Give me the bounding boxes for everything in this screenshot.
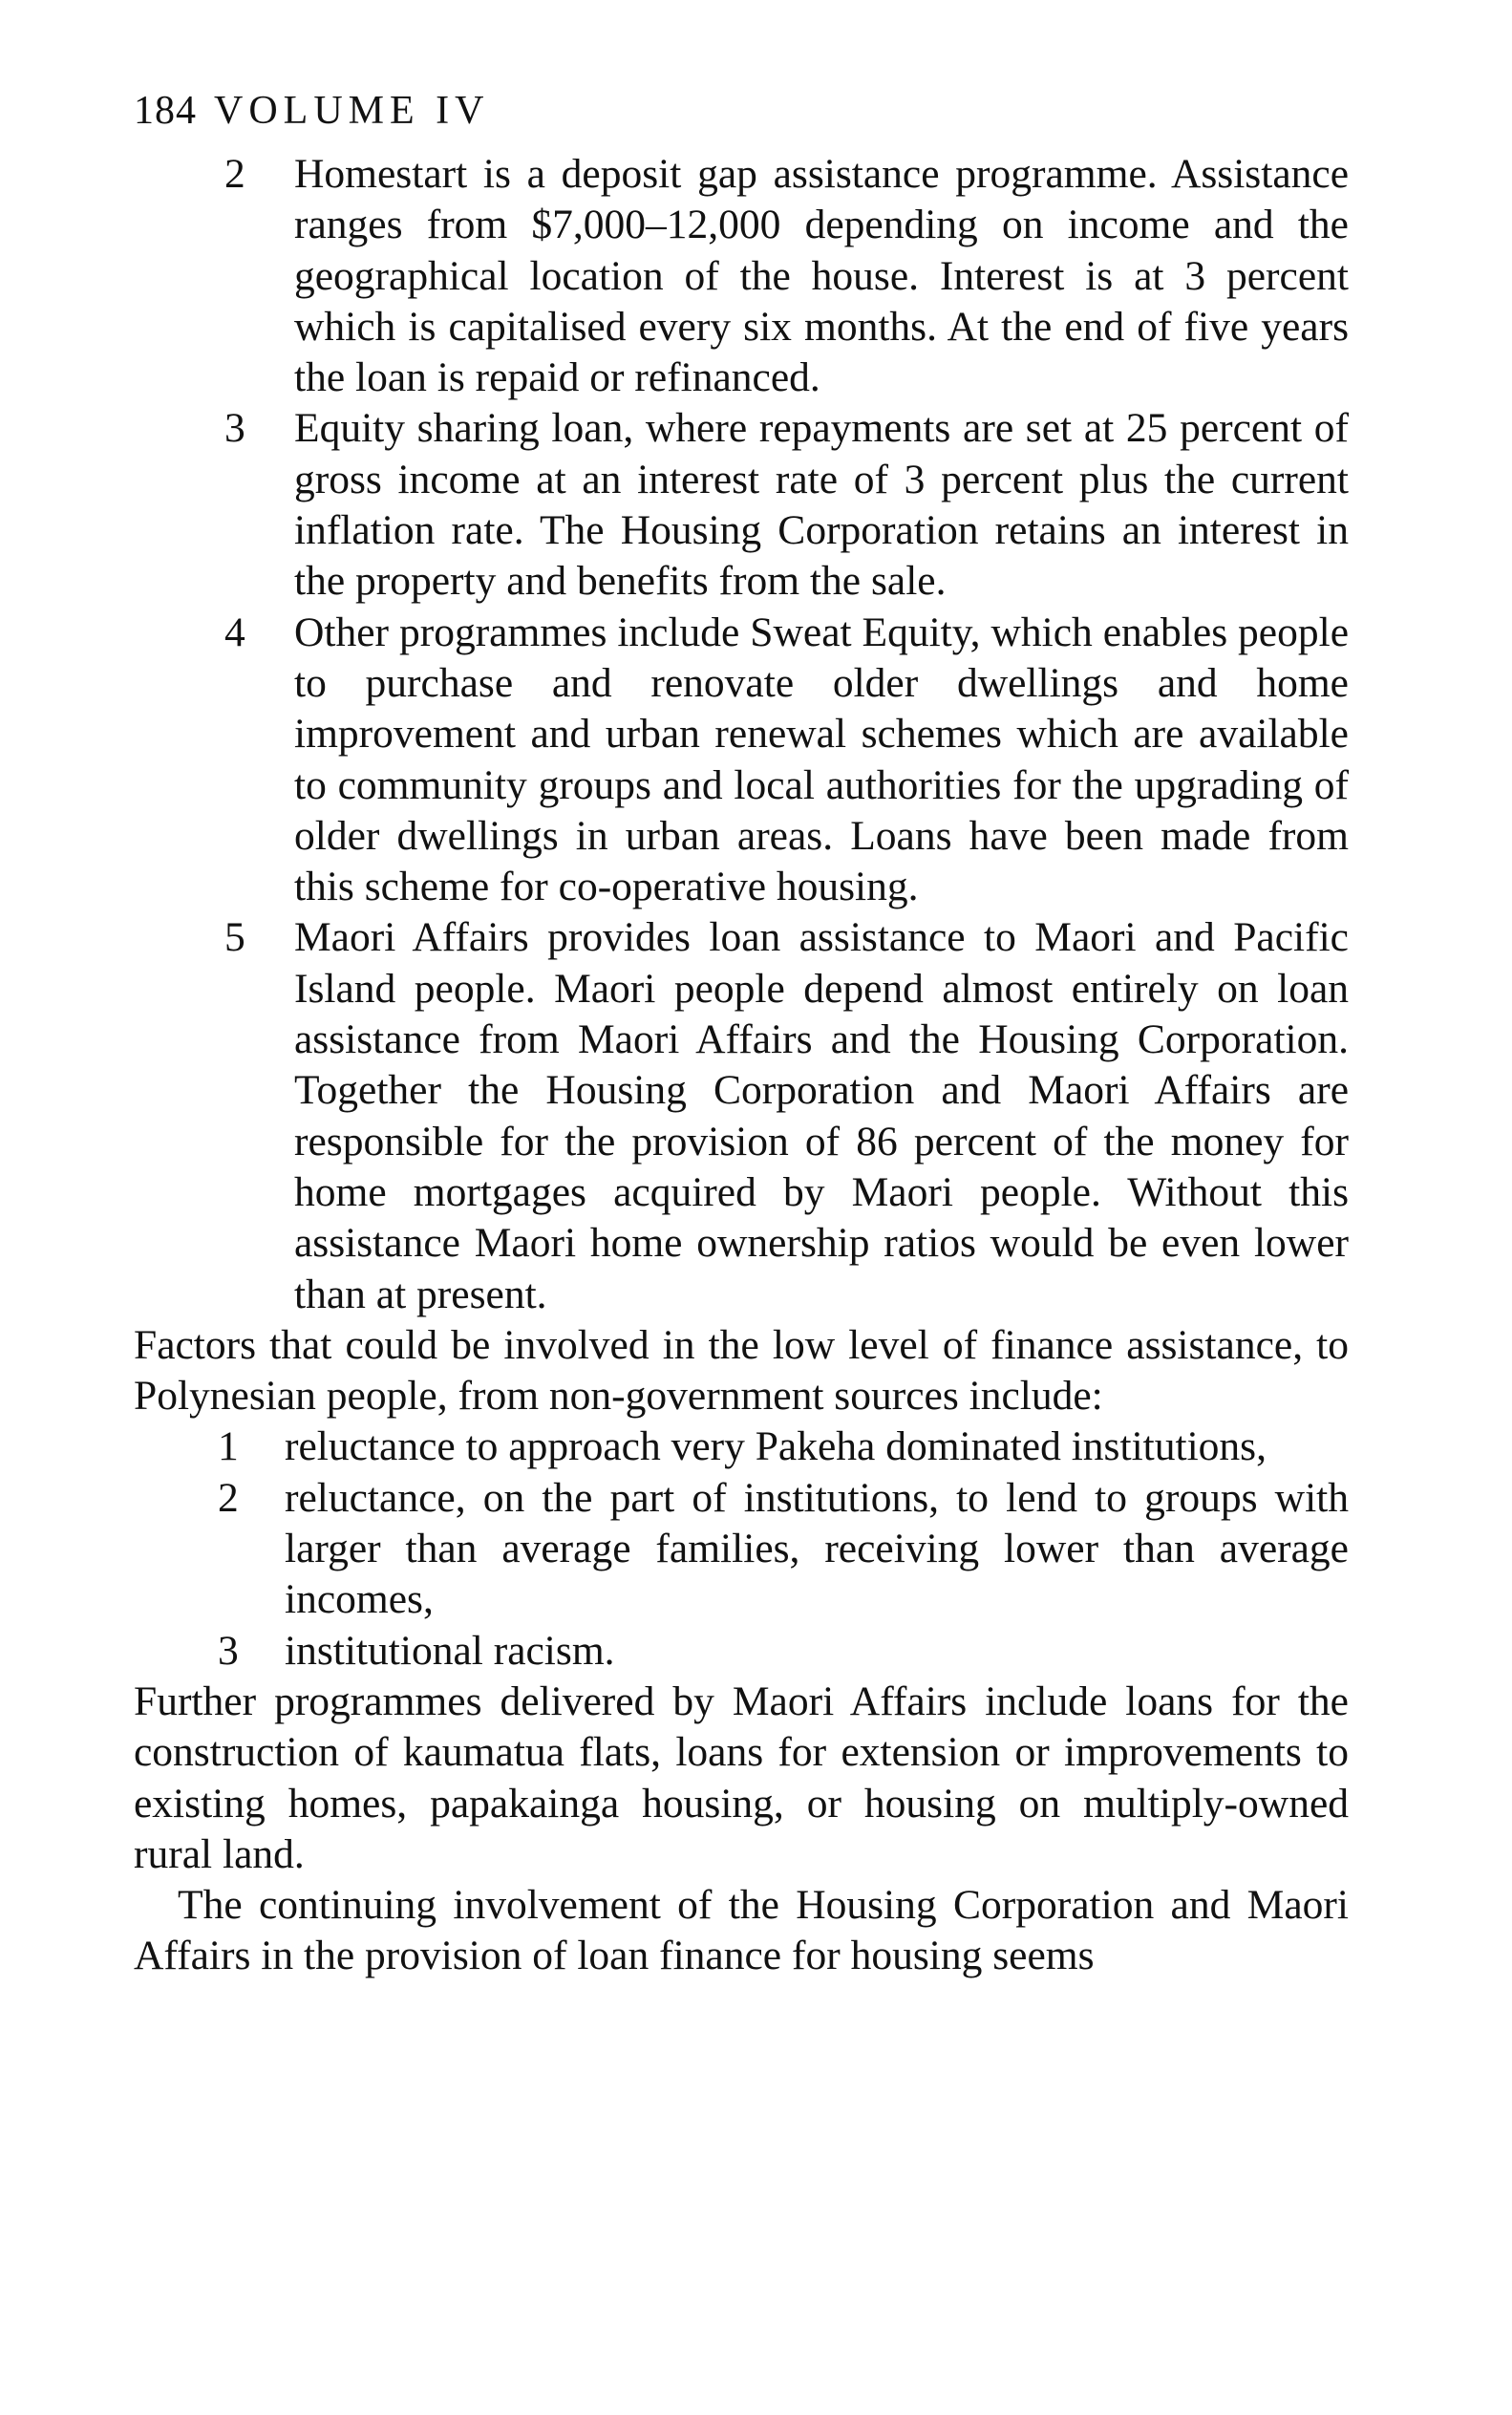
list-item-text: reluctance to approach very Pakeha dominated institutions, — [285, 1423, 1267, 1470]
list-item-number: 5 — [224, 914, 245, 961]
list-item — [224, 149, 1349, 403]
page-number: 184 — [134, 89, 197, 133]
list-item-text: Equity sharing loan, where repayments are set at 25 percent of gross income at an interest rate of 3 percent plus the current inflation rate. The Housing Corporation retains an interest in the property and benefits from the sale. — [294, 405, 1349, 605]
list-item-number: 2 — [218, 1474, 239, 1521]
volume-title: VOLUME IV — [214, 89, 490, 133]
list-item-number: 1 — [218, 1423, 239, 1470]
list-item-number: 3 — [224, 405, 245, 452]
further-programmes-paragraph: Further programmes delivered by Maori Affairs include loans for the construction of kaumatua flats, loans for extension or improvements to existing homes, papakainga housing, or housing on multiply-owned rural land. — [134, 1678, 1349, 1877]
list-item — [218, 1421, 1349, 1472]
continuing-involvement-paragraph: The continuing involvement of the Housing Corporation and Maori Affairs in the provision of loan finance for housing seems — [134, 1882, 1349, 1979]
list-item-number: 4 — [224, 609, 245, 655]
book-page — [134, 86, 1349, 1982]
list-item-number: 2 — [224, 151, 245, 197]
list-item-text: Other programmes include Sweat Equity, which enables people to purchase and renovate older dwellings and home improvement and urban renewal schemes which are available to community groups and local authorities for the upgrading of older dwellings in urban areas. Loans have been made from this scheme for co-operative housing. — [294, 609, 1349, 910]
factors-list — [218, 1421, 1349, 1676]
programme-list — [224, 149, 1349, 1320]
list-item — [224, 912, 1349, 1319]
list-item-number: 3 — [218, 1627, 239, 1674]
list-item — [218, 1626, 1349, 1677]
list-item-text: Homestart is a deposit gap assistance programme. Assistance ranges from $7,000–12,000 depending on income and the geographical location of the house. Interest is at 3 percent which is capitalised every six months. At the end of five years the loan is repaid or refinanced. — [294, 151, 1349, 401]
list-item — [224, 608, 1349, 913]
list-item — [218, 1473, 1349, 1626]
running-head — [134, 86, 1349, 136]
list-item-text: Maori Affairs provides loan assistance to Maori and Pacific Island people. Maori people depend almost entirely on loan assistance from Maori Affairs and the Housing Corporation. Together the Housing Corporation and Maori Affairs are responsible for the provision of 86 percent of the money for home mortgages acquired by Maori people. Without this assistance Maori home ownership ratios would be even lower than at present. — [294, 914, 1349, 1317]
list-item — [224, 403, 1349, 607]
list-item-text: institutional racism. — [285, 1627, 615, 1674]
list-item-text: reluctance, on the part of institutions, to lend to groups with larger than average families, receiving lower than average incomes, — [285, 1474, 1349, 1623]
factors-intro-paragraph: Factors that could be involved in the low level of finance assistance, to Polynesian people, from non-government sources include: — [134, 1321, 1349, 1420]
